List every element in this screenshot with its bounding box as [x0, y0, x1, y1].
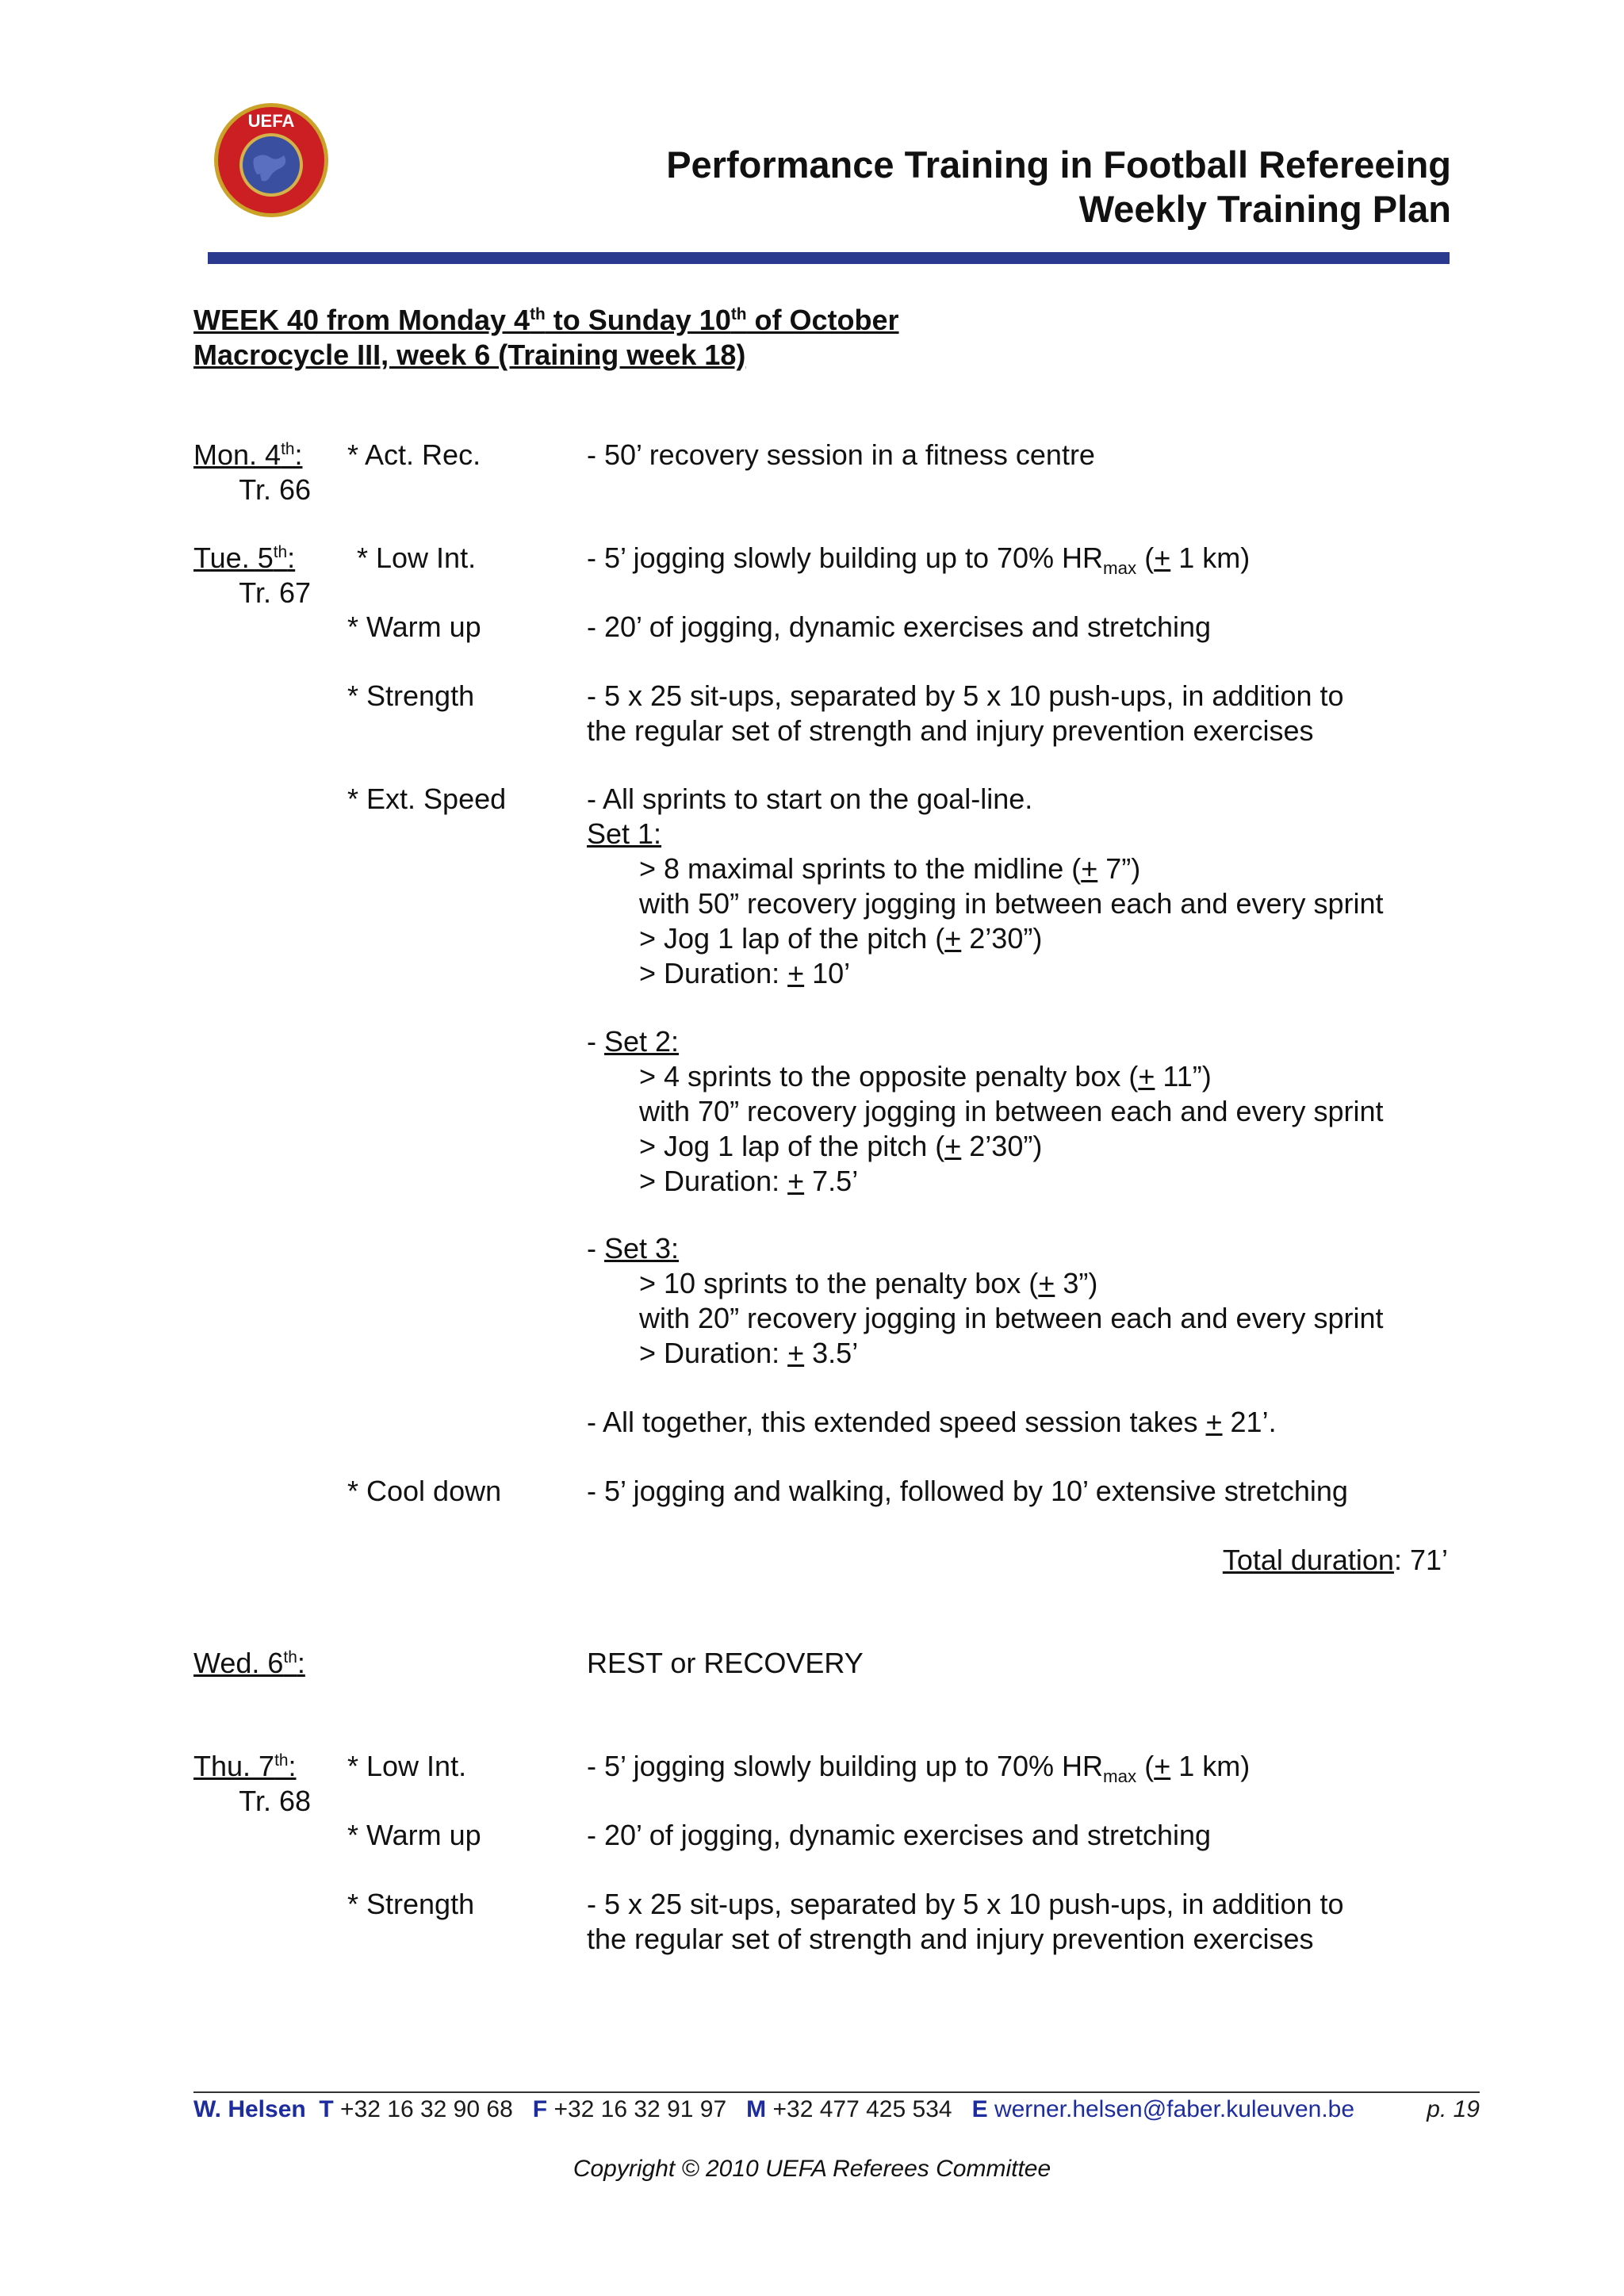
activity-description: the regular set of strength and injury prevention exercises — [587, 714, 1314, 747]
set-label: Set 1: — [587, 817, 662, 850]
set-line: > Jog 1 lap of the pitch (+ 2’30”) — [639, 922, 1043, 955]
header-divider — [208, 252, 1450, 264]
set-line: with 70” recovery jogging in between each and every sprint — [639, 1095, 1384, 1127]
day-label-thursday: Thu. 7th: — [193, 1750, 297, 1782]
phone-number: +32 16 32 90 68 — [333, 2096, 513, 2122]
uefa-logo — [213, 101, 330, 219]
set-line: > Duration: + 7.5’ — [639, 1165, 859, 1197]
activity-description: the regular set of strength and injury prevention exercises — [587, 1923, 1314, 1955]
activity-label: * Low Int. — [347, 1750, 467, 1782]
activity-label: * Warm up — [347, 610, 481, 643]
document-title: Performance Training in Football Refereeing — [666, 144, 1451, 186]
activity-description: - All sprints to start on the goal-line. — [587, 783, 1033, 815]
set-line: > 10 sprints to the penalty box (+ 3”) — [639, 1267, 1098, 1299]
activity-label: * Low Int. — [357, 541, 477, 574]
document-subtitle: Weekly Training Plan — [1078, 188, 1451, 230]
activity-label: * Warm up — [347, 1819, 481, 1851]
activity-description: - All together, this extended speed session takes + 21’. — [587, 1406, 1277, 1438]
activity-description: - 5’ jogging and walking, followed by 10’ extensive stretching — [587, 1475, 1348, 1507]
set-line: > Jog 1 lap of the pitch (+ 2’30”) — [639, 1130, 1043, 1162]
set-label: - Set 2: — [587, 1025, 680, 1058]
activity-description: - 50’ recovery session in a fitness centre — [587, 438, 1095, 471]
set-line: with 50” recovery jogging in between each and every sprint — [639, 887, 1384, 920]
training-number: Tr. 66 — [239, 473, 311, 506]
activity-label: * Act. Rec. — [347, 438, 481, 471]
activity-label: * Strength — [347, 1888, 475, 1920]
phone-key: T — [319, 2096, 334, 2122]
set-line: > 4 sprints to the opposite penalty box (+ 11”) — [639, 1060, 1212, 1093]
set-line: with 20” recovery jogging in between each and every sprint — [639, 1302, 1384, 1334]
mobile-key: M — [746, 2096, 767, 2122]
footer-contact — [193, 2093, 1480, 2126]
day-label-monday: Mon. 4th: — [193, 438, 303, 471]
activity-label: * Ext. Speed — [347, 783, 507, 815]
set-line: > Duration: + 10’ — [639, 957, 851, 989]
week-heading: WEEK 40 from Monday 4th to Sunday 10th of October — [193, 304, 899, 336]
fax-key: F — [532, 2096, 548, 2122]
set-line: > 8 maximal sprints to the midline (+ 7”) — [639, 852, 1141, 885]
fax-number: +32 16 32 91 97 — [547, 2096, 727, 2122]
set-line: > Duration: + 3.5’ — [639, 1337, 859, 1369]
mobile-number: +32 477 425 534 — [766, 2096, 952, 2122]
email-key: E — [971, 2096, 988, 2122]
activity-description: - 20’ of jogging, dynamic exercises and stretching — [587, 610, 1212, 643]
activity-label: * Cool down — [347, 1475, 502, 1507]
page-number: p. 19 — [1427, 2096, 1480, 2122]
activity-description: - 5 x 25 sit-ups, separated by 5 x 10 push-ups, in addition to — [587, 679, 1344, 712]
macrocycle-heading: Macrocycle III, week 6 (Training week 18) — [193, 339, 746, 371]
logo-text: UEFA — [247, 111, 295, 131]
copyright-notice: Copyright © 2010 UEFA Referees Committee — [573, 2156, 1051, 2182]
total-duration: Total duration: 71’ — [1222, 1544, 1448, 1576]
activity-description: - 5’ jogging slowly building up to 70% $HR_{max}$ (+ 1 km) — [587, 1750, 1251, 1787]
activity-label: * Strength — [347, 679, 475, 712]
day-label-wednesday: Wed. 6th: — [193, 1647, 305, 1679]
activity-description: - 5 x 25 sit-ups, separated by 5 x 10 push-ups, in addition to — [587, 1888, 1344, 1920]
set-label: - Set 3: — [587, 1232, 680, 1265]
email-link[interactable]: werner.helsen@faber.kuleuven.be — [994, 2096, 1355, 2122]
training-number: Tr. 67 — [239, 576, 311, 609]
training-number: Tr. 68 — [239, 1785, 311, 1817]
activity-description: REST or RECOVERY — [587, 1647, 864, 1679]
activity-description: - 5’ jogging slowly building up to 70% $HR_{max}$ (+ 1 km) — [587, 541, 1251, 579]
author-name: W. Helsen — [193, 2096, 306, 2122]
day-label-tuesday: Tue. 5th: — [193, 541, 296, 574]
activity-description: - 20’ of jogging, dynamic exercises and stretching — [587, 1819, 1212, 1851]
